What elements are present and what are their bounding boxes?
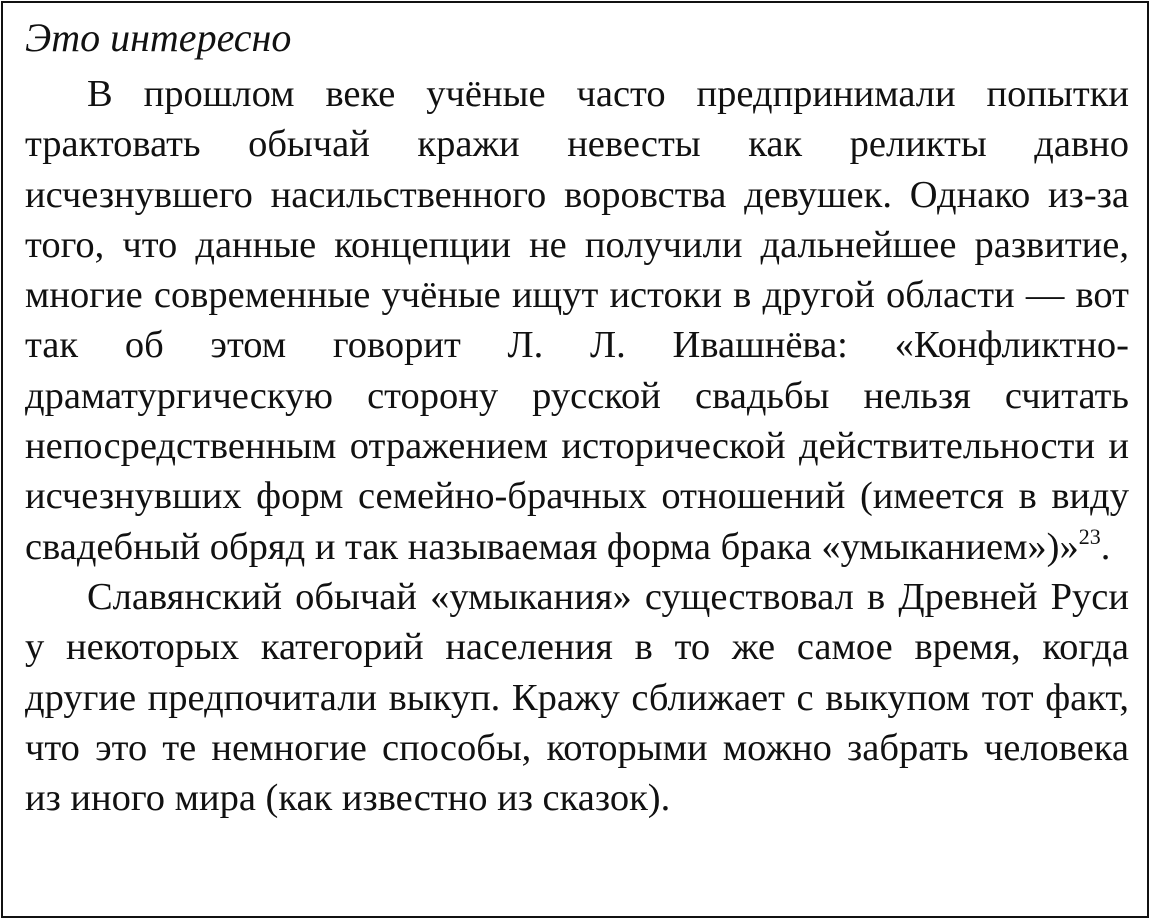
info-box <box>1 1 1149 918</box>
paragraph-1-text: В прошлом веке учёные часто предпринимали попытки трактовать обычай кражи невесты как реликты давно исчезнувшего насильственного воровства девушек. Однако из-за того, что данные концепции не получили дальнейшее развитие, многие современные учёные ищут истоки в другой области — вот так об этом говорит Л. Л. Ивашнёва: «Конфликтно-драматургическую сторону русской свадьбы нельзя считать непосредственным отражением исторической действительности и исчезнувших форм семейно-брачных отношений (имеется в виду свадебный обряд и так называемая форма брака «умыканием»)» <box>25 73 1129 568</box>
paragraph-2: Славянский обычай «умыкания» существовал в Древней Руси у некоторых категорий населения в то же самое время, когда другие предпочитали выкуп. Кражу сближает с выкупом тот факт, что это те немногие способы, которыми можно забрать человека из иного мира (как известно из сказок). <box>25 575 1129 820</box>
paragraph-1-end: . <box>1100 525 1111 568</box>
paragraph-1 <box>25 69 1129 572</box>
box-title: Это интересно <box>25 15 292 60</box>
info-box-content <box>25 7 1129 823</box>
footnote-marker: 23 <box>1078 523 1101 549</box>
